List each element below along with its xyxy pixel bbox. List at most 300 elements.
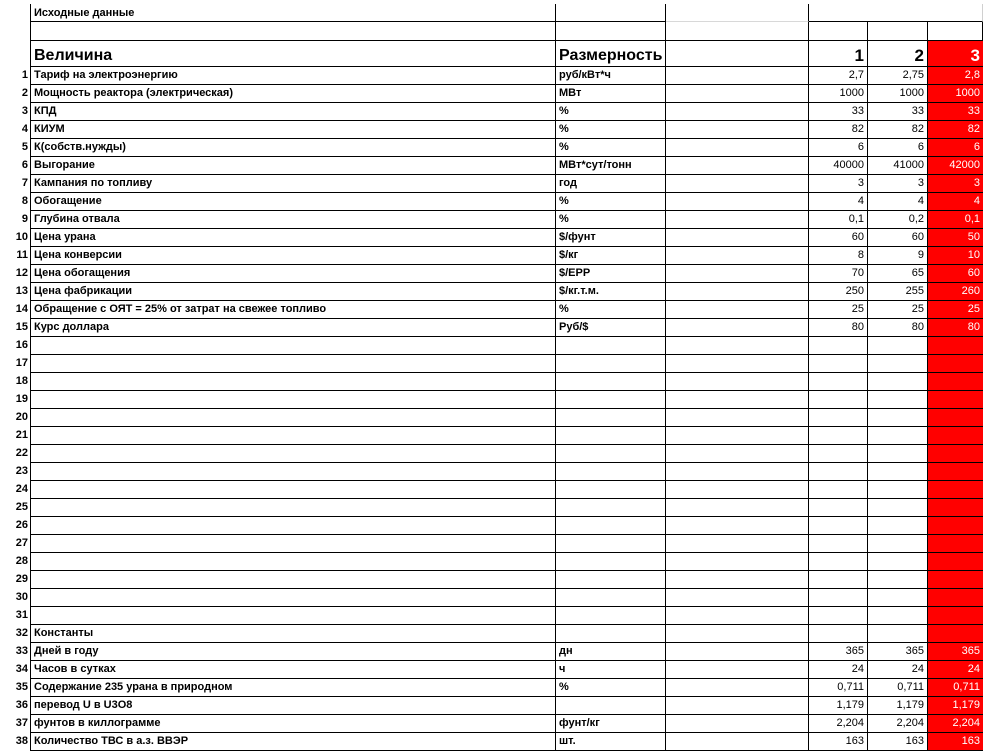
unit-cell[interactable]: МВт <box>556 85 666 103</box>
table-row <box>0 175 994 193</box>
row-number-cell[interactable]: 22 <box>0 445 31 463</box>
variant-3-cell[interactable]: 0,711 <box>928 679 983 697</box>
variant-3-cell[interactable] <box>928 337 983 355</box>
name-cell[interactable]: Константы <box>31 625 556 643</box>
variant-1-cell[interactable]: 1000 <box>809 85 868 103</box>
row-number-cell[interactable]: 15 <box>0 319 31 337</box>
unit-cell[interactable]: $/кг <box>556 247 666 265</box>
variant-3-cell[interactable]: 6 <box>928 139 983 157</box>
variant-2-cell[interactable]: 9 <box>868 247 928 265</box>
unit-cell[interactable]: Руб/$ <box>556 319 666 337</box>
row-number-cell[interactable]: 3 <box>0 103 31 121</box>
empty-cell[interactable] <box>666 715 809 733</box>
name-cell[interactable] <box>31 607 556 625</box>
variant-1-cell[interactable] <box>809 607 868 625</box>
empty-cell[interactable] <box>666 41 809 67</box>
name-cell[interactable]: Кампания по топливу <box>31 175 556 193</box>
name-cell[interactable]: Дней в году <box>31 643 556 661</box>
header-unit-cell[interactable]: Размерность <box>556 41 666 67</box>
variant-3-cell[interactable] <box>928 409 983 427</box>
variant-1-cell[interactable]: 365 <box>809 643 868 661</box>
unit-cell[interactable]: % <box>556 139 666 157</box>
empty-cell[interactable] <box>666 247 809 265</box>
variant-3-cell[interactable]: 33 <box>928 103 983 121</box>
row-number-cell[interactable]: 31 <box>0 607 31 625</box>
variant-2-cell[interactable]: 1,179 <box>868 697 928 715</box>
row-number-cell[interactable]: 36 <box>0 697 31 715</box>
table-row <box>0 445 994 463</box>
empty-cell[interactable] <box>666 121 809 139</box>
variant-1-cell[interactable] <box>809 517 868 535</box>
variant-3-cell[interactable] <box>928 535 983 553</box>
variant-3-cell[interactable]: 163 <box>928 733 983 751</box>
unit-cell[interactable] <box>556 589 666 607</box>
variant-2-cell[interactable] <box>868 607 928 625</box>
variant-3-cell[interactable] <box>928 607 983 625</box>
row-number-cell[interactable]: 24 <box>0 481 31 499</box>
variant-1-cell[interactable] <box>809 481 868 499</box>
variant-1-cell[interactable] <box>809 337 868 355</box>
table-row <box>0 625 994 643</box>
name-cell[interactable]: Часов в сутках <box>31 661 556 679</box>
unit-cell[interactable]: % <box>556 679 666 697</box>
variant-3-cell[interactable] <box>928 463 983 481</box>
row-number-cell[interactable]: 26 <box>0 517 31 535</box>
variant-3-cell[interactable] <box>928 589 983 607</box>
name-cell[interactable] <box>31 481 556 499</box>
row-number-cell[interactable]: 1 <box>0 67 31 85</box>
name-cell[interactable]: Тариф на электроэнергию <box>31 67 556 85</box>
row-number-cell[interactable]: 14 <box>0 301 31 319</box>
variant-1-cell[interactable]: 8 <box>809 247 868 265</box>
empty-cell[interactable] <box>666 535 809 553</box>
row-number-cell[interactable]: 38 <box>0 733 31 751</box>
unit-cell[interactable]: дн <box>556 643 666 661</box>
variant-2-cell[interactable]: 60 <box>868 229 928 247</box>
row-number-cell[interactable]: 30 <box>0 589 31 607</box>
row-number-cell[interactable]: 12 <box>0 265 31 283</box>
header-name-cell[interactable]: Величина <box>31 41 556 67</box>
unit-cell[interactable] <box>556 409 666 427</box>
empty-cell[interactable] <box>556 22 666 41</box>
variant-1-cell[interactable] <box>809 355 868 373</box>
variant-1-cell[interactable] <box>809 463 868 481</box>
variant-1-cell[interactable]: 25 <box>809 301 868 319</box>
variant-2-cell[interactable]: 24 <box>868 661 928 679</box>
variant-1-cell[interactable] <box>809 589 868 607</box>
table-row <box>0 67 994 85</box>
variant-1-cell[interactable] <box>809 391 868 409</box>
variant-3-cell[interactable] <box>928 553 983 571</box>
empty-cell[interactable] <box>666 607 809 625</box>
header-variant-2-cell[interactable]: 2 <box>868 41 928 67</box>
empty-cell[interactable] <box>666 661 809 679</box>
variant-2-cell[interactable]: 0,711 <box>868 679 928 697</box>
empty-cell[interactable] <box>666 463 809 481</box>
variant-2-cell[interactable]: 4 <box>868 193 928 211</box>
empty-cell[interactable] <box>666 571 809 589</box>
variant-3-cell[interactable]: 24 <box>928 661 983 679</box>
empty-cell[interactable] <box>666 157 809 175</box>
variant-3-cell[interactable]: 1,179 <box>928 697 983 715</box>
variant-2-cell[interactable]: 65 <box>868 265 928 283</box>
variant-3-cell[interactable] <box>928 373 983 391</box>
row-number-cell[interactable]: 6 <box>0 157 31 175</box>
row-number-cell[interactable]: 35 <box>0 679 31 697</box>
sheet-title-cell[interactable]: Исходные данные <box>31 4 556 22</box>
empty-cell[interactable] <box>666 517 809 535</box>
name-cell[interactable]: Цена фабрикации <box>31 283 556 301</box>
empty-cell[interactable] <box>666 589 809 607</box>
unit-cell[interactable] <box>556 337 666 355</box>
variant-3-cell[interactable] <box>928 445 983 463</box>
name-cell[interactable]: Мощность реактора (электрическая) <box>31 85 556 103</box>
variant-3-cell[interactable]: 0,1 <box>928 211 983 229</box>
empty-cell[interactable] <box>666 445 809 463</box>
variant-2-cell[interactable] <box>868 373 928 391</box>
table-row <box>0 661 994 679</box>
header-variant-3-cell[interactable]: 3 <box>928 41 983 67</box>
name-cell[interactable] <box>31 373 556 391</box>
variant-1-cell[interactable]: 70 <box>809 265 868 283</box>
variant-2-cell[interactable]: 0,2 <box>868 211 928 229</box>
empty-cell[interactable] <box>666 67 809 85</box>
unit-cell[interactable]: фунт/кг <box>556 715 666 733</box>
variant-2-cell[interactable] <box>868 535 928 553</box>
empty-cell[interactable] <box>666 265 809 283</box>
unit-cell[interactable]: $/ЕРР <box>556 265 666 283</box>
variant-3-cell[interactable] <box>928 571 983 589</box>
name-cell[interactable] <box>31 571 556 589</box>
variant-1-cell[interactable]: 60 <box>809 229 868 247</box>
name-cell[interactable] <box>31 355 556 373</box>
variant-2-cell[interactable] <box>868 589 928 607</box>
variant-2-cell[interactable]: 2,75 <box>868 67 928 85</box>
empty-cell[interactable] <box>809 22 868 41</box>
variant-2-cell[interactable]: 163 <box>868 733 928 751</box>
row-number-cell[interactable]: 28 <box>0 553 31 571</box>
variant-1-cell[interactable]: 4 <box>809 193 868 211</box>
unit-cell[interactable]: % <box>556 193 666 211</box>
variant-2-cell[interactable]: 82 <box>868 121 928 139</box>
row-number-cell[interactable]: 9 <box>0 211 31 229</box>
variant-1-cell[interactable]: 0,1 <box>809 211 868 229</box>
row-number-cell[interactable]: 13 <box>0 283 31 301</box>
name-cell[interactable] <box>31 337 556 355</box>
unit-cell[interactable]: год <box>556 175 666 193</box>
variant-3-cell[interactable] <box>928 391 983 409</box>
variant-1-cell[interactable]: 250 <box>809 283 868 301</box>
empty-cell[interactable] <box>666 355 809 373</box>
variant-2-cell[interactable]: 80 <box>868 319 928 337</box>
name-cell[interactable] <box>31 409 556 427</box>
variant-3-cell[interactable]: 42000 <box>928 157 983 175</box>
name-cell[interactable]: Глубина отвала <box>31 211 556 229</box>
name-cell[interactable]: Курс доллара <box>31 319 556 337</box>
empty-cell[interactable] <box>666 319 809 337</box>
empty-cell[interactable] <box>666 139 809 157</box>
variant-1-cell[interactable]: 80 <box>809 319 868 337</box>
empty-cell[interactable] <box>666 697 809 715</box>
unit-cell[interactable] <box>556 445 666 463</box>
empty-cell[interactable] <box>666 499 809 517</box>
table-row <box>0 121 994 139</box>
unit-cell[interactable] <box>556 373 666 391</box>
name-cell[interactable] <box>31 553 556 571</box>
variant-3-cell[interactable]: 50 <box>928 229 983 247</box>
variant-2-cell[interactable]: 33 <box>868 103 928 121</box>
name-cell[interactable]: Обогащение <box>31 193 556 211</box>
variant-2-cell[interactable] <box>868 391 928 409</box>
row-number-cell[interactable]: 25 <box>0 499 31 517</box>
variant-2-cell[interactable] <box>868 337 928 355</box>
name-cell[interactable] <box>31 499 556 517</box>
name-cell[interactable] <box>31 589 556 607</box>
variant-1-cell[interactable]: 2,204 <box>809 715 868 733</box>
variant-1-cell[interactable]: 1,179 <box>809 697 868 715</box>
variant-2-cell[interactable]: 365 <box>868 643 928 661</box>
unit-cell[interactable] <box>556 463 666 481</box>
name-cell[interactable]: перевод U в U3O8 <box>31 697 556 715</box>
unit-cell[interactable] <box>556 535 666 553</box>
variant-3-cell[interactable] <box>928 625 983 643</box>
name-cell[interactable]: Содержание 235 урана в природном <box>31 679 556 697</box>
row-number-cell[interactable]: 10 <box>0 229 31 247</box>
variant-1-cell[interactable]: 163 <box>809 733 868 751</box>
name-cell[interactable]: Обращение с ОЯТ = 25% от затрат на свежее топливо <box>31 301 556 319</box>
name-cell[interactable]: КПД <box>31 103 556 121</box>
row-number-cell[interactable]: 18 <box>0 373 31 391</box>
name-cell[interactable] <box>31 391 556 409</box>
unit-cell[interactable] <box>556 391 666 409</box>
empty-cell[interactable] <box>666 193 809 211</box>
variant-2-cell[interactable] <box>868 517 928 535</box>
row-number-cell[interactable]: 4 <box>0 121 31 139</box>
unit-cell[interactable]: % <box>556 301 666 319</box>
variant-3-cell[interactable]: 25 <box>928 301 983 319</box>
name-cell[interactable] <box>31 535 556 553</box>
empty-cell[interactable] <box>666 4 809 22</box>
empty-cell[interactable] <box>666 625 809 643</box>
row-number-cell[interactable]: 5 <box>0 139 31 157</box>
variant-3-cell[interactable]: 365 <box>928 643 983 661</box>
variant-1-cell[interactable] <box>809 445 868 463</box>
table-row <box>0 391 994 409</box>
empty-cell[interactable] <box>666 373 809 391</box>
empty-cell[interactable] <box>666 481 809 499</box>
variant-2-cell[interactable] <box>868 463 928 481</box>
name-cell[interactable] <box>31 445 556 463</box>
row-number-cell[interactable]: 11 <box>0 247 31 265</box>
table-row <box>0 85 994 103</box>
row-number-cell[interactable]: 21 <box>0 427 31 445</box>
row-number-cell[interactable]: 32 <box>0 625 31 643</box>
unit-cell[interactable] <box>556 499 666 517</box>
name-cell[interactable] <box>31 517 556 535</box>
variant-1-cell[interactable]: 82 <box>809 121 868 139</box>
row-number-cell[interactable]: 7 <box>0 175 31 193</box>
unit-cell[interactable]: МВт*сут/тонн <box>556 157 666 175</box>
unit-cell[interactable] <box>556 481 666 499</box>
unit-cell[interactable] <box>556 517 666 535</box>
unit-cell[interactable] <box>556 427 666 445</box>
variant-3-cell[interactable]: 82 <box>928 121 983 139</box>
variant-2-cell[interactable]: 41000 <box>868 157 928 175</box>
empty-cell[interactable] <box>666 229 809 247</box>
name-cell[interactable]: Цена конверсии <box>31 247 556 265</box>
unit-cell[interactable]: % <box>556 103 666 121</box>
variant-3-cell[interactable]: 2,8 <box>928 67 983 85</box>
row-number-cell[interactable]: 33 <box>0 643 31 661</box>
variant-2-cell[interactable]: 1000 <box>868 85 928 103</box>
row-number-cell[interactable] <box>0 41 31 67</box>
row-number-cell[interactable]: 2 <box>0 85 31 103</box>
empty-cell[interactable] <box>868 22 928 41</box>
empty-cell[interactable] <box>666 427 809 445</box>
empty-cell[interactable] <box>666 643 809 661</box>
variant-2-cell[interactable] <box>868 499 928 517</box>
variant-2-cell[interactable]: 3 <box>868 175 928 193</box>
variant-2-cell[interactable] <box>868 553 928 571</box>
variant-1-cell[interactable] <box>809 571 868 589</box>
empty-cell[interactable] <box>666 103 809 121</box>
row-number-cell[interactable]: 37 <box>0 715 31 733</box>
name-cell[interactable]: Цена обогащения <box>31 265 556 283</box>
variant-2-cell[interactable] <box>868 409 928 427</box>
empty-cell[interactable] <box>666 733 809 751</box>
variant-3-cell[interactable]: 80 <box>928 319 983 337</box>
name-cell[interactable]: К(собств.нужды) <box>31 139 556 157</box>
variant-3-cell[interactable]: 4 <box>928 193 983 211</box>
variant-3-cell[interactable]: 10 <box>928 247 983 265</box>
variant-1-cell[interactable]: 6 <box>809 139 868 157</box>
variant-1-cell[interactable] <box>809 409 868 427</box>
unit-cell[interactable]: $/фунт <box>556 229 666 247</box>
row-number-cell[interactable]: 8 <box>0 193 31 211</box>
empty-cell[interactable] <box>666 553 809 571</box>
row-number-cell[interactable]: 19 <box>0 391 31 409</box>
name-cell[interactable]: Количество ТВС в а.з. ВВЭР <box>31 733 556 751</box>
variant-2-cell[interactable]: 6 <box>868 139 928 157</box>
variant-2-cell[interactable] <box>868 571 928 589</box>
unit-cell[interactable]: ч <box>556 661 666 679</box>
variant-1-cell[interactable] <box>809 553 868 571</box>
empty-cell[interactable] <box>666 283 809 301</box>
variant-3-cell[interactable]: 3 <box>928 175 983 193</box>
empty-cell[interactable] <box>666 211 809 229</box>
variant-2-cell[interactable]: 25 <box>868 301 928 319</box>
table-row <box>0 481 994 499</box>
empty-cell[interactable] <box>666 409 809 427</box>
table-row <box>0 103 994 121</box>
row-number-cell[interactable] <box>0 4 31 22</box>
name-cell[interactable] <box>31 463 556 481</box>
row-number-cell[interactable]: 20 <box>0 409 31 427</box>
variant-2-cell[interactable]: 2,204 <box>868 715 928 733</box>
empty-cell[interactable] <box>31 22 556 41</box>
name-cell[interactable] <box>31 427 556 445</box>
unit-cell[interactable] <box>556 625 666 643</box>
variant-1-cell[interactable]: 0,711 <box>809 679 868 697</box>
variant-1-cell[interactable] <box>809 499 868 517</box>
row-number-cell[interactable]: 16 <box>0 337 31 355</box>
variant-2-cell[interactable] <box>868 427 928 445</box>
unit-cell[interactable] <box>556 571 666 589</box>
name-cell[interactable]: Цена урана <box>31 229 556 247</box>
row-number-cell[interactable]: 34 <box>0 661 31 679</box>
variant-1-cell[interactable]: 3 <box>809 175 868 193</box>
header-variant-1-cell[interactable]: 1 <box>809 41 868 67</box>
name-cell[interactable]: КИУМ <box>31 121 556 139</box>
variant-1-cell[interactable]: 40000 <box>809 157 868 175</box>
variant-2-cell[interactable] <box>868 625 928 643</box>
row-number-cell[interactable]: 17 <box>0 355 31 373</box>
unit-cell[interactable]: % <box>556 121 666 139</box>
variant-3-cell[interactable]: 60 <box>928 265 983 283</box>
variant-2-cell[interactable] <box>868 445 928 463</box>
variant-1-cell[interactable] <box>809 535 868 553</box>
variant-1-cell[interactable]: 2,7 <box>809 67 868 85</box>
variant-3-cell[interactable]: 260 <box>928 283 983 301</box>
variant-1-cell[interactable] <box>809 373 868 391</box>
variant-2-cell[interactable] <box>868 355 928 373</box>
unit-cell[interactable]: % <box>556 211 666 229</box>
blank-row <box>0 22 994 41</box>
row-number-cell[interactable]: 29 <box>0 571 31 589</box>
unit-cell[interactable]: руб/кВт*ч <box>556 67 666 85</box>
unit-cell[interactable] <box>556 553 666 571</box>
empty-cell[interactable] <box>666 337 809 355</box>
table-row <box>0 193 994 211</box>
variant-3-cell[interactable] <box>928 499 983 517</box>
variant-1-cell[interactable]: 24 <box>809 661 868 679</box>
unit-cell[interactable]: шт. <box>556 733 666 751</box>
unit-cell[interactable] <box>556 355 666 373</box>
variant-3-cell[interactable]: 1000 <box>928 85 983 103</box>
variant-3-cell[interactable] <box>928 517 983 535</box>
unit-cell[interactable]: $/кг.т.м. <box>556 283 666 301</box>
table-row <box>0 319 994 337</box>
empty-cell[interactable] <box>666 679 809 697</box>
variant-2-cell[interactable] <box>868 481 928 499</box>
empty-cell[interactable] <box>809 4 983 22</box>
row-number-cell[interactable] <box>0 22 31 41</box>
variant-3-cell[interactable]: 2,204 <box>928 715 983 733</box>
row-number-cell[interactable]: 23 <box>0 463 31 481</box>
empty-cell[interactable] <box>666 85 809 103</box>
variant-2-cell[interactable]: 255 <box>868 283 928 301</box>
variant-1-cell[interactable]: 33 <box>809 103 868 121</box>
empty-cell[interactable] <box>666 175 809 193</box>
variant-3-cell[interactable] <box>928 481 983 499</box>
empty-cell[interactable] <box>556 4 666 22</box>
row-number-cell[interactable]: 27 <box>0 535 31 553</box>
variant-3-cell[interactable] <box>928 355 983 373</box>
empty-cell[interactable] <box>666 22 809 41</box>
variant-3-cell[interactable] <box>928 427 983 445</box>
variant-1-cell[interactable] <box>809 625 868 643</box>
unit-cell[interactable] <box>556 607 666 625</box>
name-cell[interactable]: фунтов в киллограмме <box>31 715 556 733</box>
empty-cell[interactable] <box>928 22 983 41</box>
table-row <box>0 679 994 697</box>
empty-cell[interactable] <box>666 391 809 409</box>
unit-cell[interactable] <box>556 697 666 715</box>
name-cell[interactable]: Выгорание <box>31 157 556 175</box>
empty-cell[interactable] <box>666 301 809 319</box>
variant-1-cell[interactable] <box>809 427 868 445</box>
table-row <box>0 247 994 265</box>
